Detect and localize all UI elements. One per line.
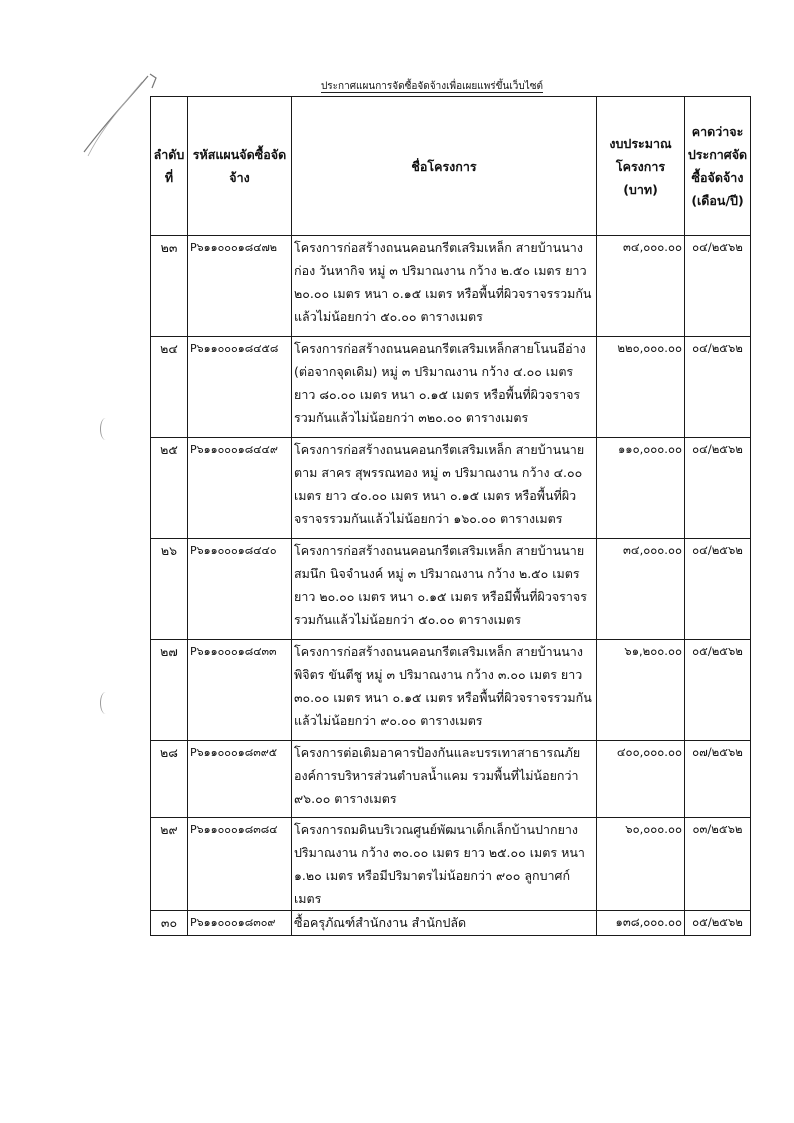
cell-no: ๒๔ [151, 337, 188, 438]
header-no: ลำดับที่ [151, 97, 188, 236]
cell-name: โครงการถมดินบริเวณศูนย์พัฒนาเด็กเล็กบ้านปากยาง ปริมาณงาน กว้าง ๓๐.๐๐ เมตร ยาว ๒๕.๐๐ เมตร หนา ๑.๒๐ เมตร หรือมีปริมาตรไม่น้อยกว่า ๙๐๐ ลูกบาศก์เมตร [292, 818, 597, 911]
cell-budget: ๓๔,๐๐๐.๐๐ [597, 539, 685, 640]
header-code: รหัสแผนจัดซื้อจัดจ้าง [188, 97, 292, 236]
cell-budget: ๑๓๘,๐๐๐.๐๐ [597, 911, 685, 936]
table-row [151, 818, 751, 911]
cell-date: ๐๔/๒๕๖๒ [685, 438, 751, 539]
cell-no: ๒๙ [151, 818, 188, 911]
table-row [151, 741, 751, 818]
cell-name: โครงการก่อสร้างถนนคอนกรีตเสริมเหล็ก สายบ้านนายตาม สาคร สุพรรณทอง หมู่ ๓ ปริมาณงาน กว้าง ๔.๐๐ เมตร ยาว ๔๐.๐๐ เมตร หนา ๐.๑๕ เมตร หรือพื้นที่ผิวจราจรรวมกันแล้วไม่น้อยกว่า ๑๖๐.๐๐ ตารางเมตร [292, 438, 597, 539]
page-header [0, 80, 794, 94]
cell-budget: ๖๐,๐๐๐.๐๐ [597, 818, 685, 911]
cell-name: โครงการต่อเติมอาคารป้องกันและบรรเทาสาธารณภัย องค์การบริหารส่วนตำบลน้ำแคม รวมพื้นที่ไม่น้อยกว่า ๙๖.๐๐ ตารางเมตร [292, 741, 597, 818]
header-name: ชื่อโครงการ [292, 97, 597, 236]
cell-budget: ๔๐๐,๐๐๐.๐๐ [597, 741, 685, 818]
table-row [151, 438, 751, 539]
table-row [151, 236, 751, 337]
cell-code: P๖๑๑๐๐๐๑๘๓๐๙ [188, 911, 292, 936]
cell-date: ๐๕/๒๕๖๒ [685, 640, 751, 741]
cell-date: ๐๔/๒๕๖๒ [685, 539, 751, 640]
cell-budget: ๒๒๐,๐๐๐.๐๐ [597, 337, 685, 438]
punch-hole-mark [100, 692, 111, 714]
cell-budget: ๓๔,๐๐๐.๐๐ [597, 236, 685, 337]
header-date: คาดว่าจะประกาศจัดซื้อจัดจ้าง (เดือน/ปี) [685, 97, 751, 236]
cell-budget: ๖๑,๒๐๐.๐๐ [597, 640, 685, 741]
table-header-row [151, 97, 751, 236]
cell-no: ๒๕ [151, 438, 188, 539]
cell-name: โครงการก่อสร้างถนนคอนกรีตเสริมเหล็กสายโนนอีอ่าง (ต่อจากจุดเดิม) หมู่ ๓ ปริมาณงาน กว้าง ๔.๐๐ เมตร ยาว ๘๐.๐๐ เมตร หนา ๐.๑๕ เมตร หรือพื้นที่ผิวจราจรรวมกันแล้วไม่น้อยกว่า ๓๒๐.๐๐ ตารางเมตร [292, 337, 597, 438]
punch-hole-mark [100, 418, 111, 440]
procurement-plan-table [150, 96, 751, 936]
cell-date: ๐๓/๒๕๖๒ [685, 818, 751, 911]
cell-name: ซื้อครุภัณฑ์สำนักงาน สำนักปลัด [292, 911, 597, 936]
cell-code: P๖๑๑๐๐๐๑๘๔๓๓ [188, 640, 292, 741]
cell-name: โครงการก่อสร้างถนนคอนกรีตเสริมเหล็ก สายบ้านนางก่อง วันหากิจ หมู่ ๓ ปริมาณงาน กว้าง ๒.๕๐ เมตร ยาว ๒๐.๐๐ เมตร หนา ๐.๑๕ เมตร หรือพื้นที่ผิวจราจรรวมกันแล้วไม่น้อยกว่า ๕๐.๐๐ ตารางเมตร [292, 236, 597, 337]
cell-code: P๖๑๑๐๐๐๑๘๔๕๘ [188, 337, 292, 438]
cell-name: โครงการก่อสร้างถนนคอนกรีตเสริมเหล็ก สายบ้านนางพิจิตร ขันตีชู หมู่ ๓ ปริมาณงาน กว้าง ๓.๐๐ เมตร ยาว ๓๐.๐๐ เมตร หนา ๐.๑๕ เมตร หรือพื้นที่ผิวจราจรรวมกันแล้วไม่น้อยกว่า ๙๐.๐๐ ตารางเมตร [292, 640, 597, 741]
cell-code: P๖๑๑๐๐๐๑๘๔๔๐ [188, 539, 292, 640]
table-row [151, 911, 751, 936]
cell-date: ๐๗/๒๕๖๒ [685, 741, 751, 818]
cell-no: ๒๘ [151, 741, 188, 818]
table-row [151, 539, 751, 640]
cell-date: ๐๔/๒๕๖๒ [685, 236, 751, 337]
page-header-text: ประกาศแผนการจัดซื้อจัดจ้างเพื่อเผยแพร่ขึ้นเว็บไซต์ [320, 81, 544, 92]
table-row [151, 640, 751, 741]
cell-no: ๒๓ [151, 236, 188, 337]
table-row [151, 337, 751, 438]
cell-code: P๖๑๑๐๐๐๑๘๔๔๙ [188, 438, 292, 539]
header-budget: งบประมาณโครงการ (บาท) [597, 97, 685, 236]
cell-code: P๖๑๑๐๐๐๑๘๓๘๔ [188, 818, 292, 911]
cell-code: P๖๑๑๐๐๐๑๘๔๗๒ [188, 236, 292, 337]
cell-no: ๒๖ [151, 539, 188, 640]
cell-no: ๒๗ [151, 640, 188, 741]
cell-date: ๐๔/๒๕๖๒ [685, 337, 751, 438]
cell-code: P๖๑๑๐๐๐๑๘๓๙๕ [188, 741, 292, 818]
cell-no: ๓๐ [151, 911, 188, 936]
cell-date: ๐๕/๒๕๖๒ [685, 911, 751, 936]
cell-budget: ๑๑๐,๐๐๐.๐๐ [597, 438, 685, 539]
cell-name: โครงการก่อสร้างถนนคอนกรีตเสริมเหล็ก สายบ้านนายสมนึก นิจจำนงค์ หมู่ ๓ ปริมาณงาน กว้าง ๒.๕๐ เมตร ยาว ๒๐.๐๐ เมตร หนา ๐.๑๕ เมตร หรือมีพื้นที่ผิวจราจรรวมกันแล้วไม่น้อยกว่า ๕๐.๐๐ ตารางเมตร [292, 539, 597, 640]
